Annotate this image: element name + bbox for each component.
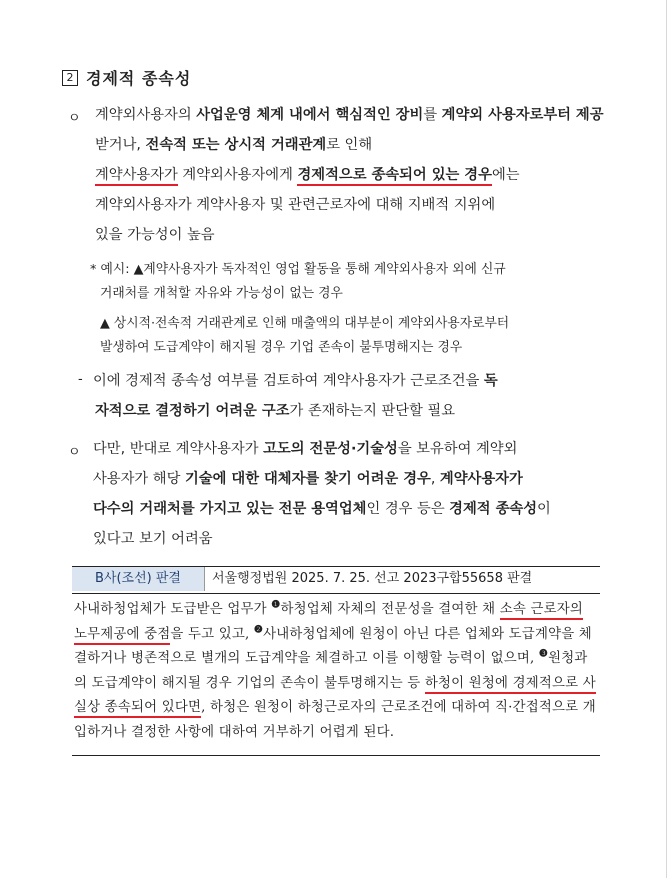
case-header: [72, 566, 600, 593]
dash-line-2: 자적으로 결정하기 어려운 구조가 존재하는지 판단할 필요: [95, 403, 456, 419]
case-court: 서울행정법원 2025. 7. 25. 선고 2023구합55658 판결: [212, 571, 533, 586]
circled-number-2: ❷: [253, 624, 264, 636]
example-line-3: ▲ 상시적·전속적 거래관계로 인해 매출액의 대부분이 계약외사용자로부터: [100, 316, 510, 331]
case-label: B사(조선) 판결: [72, 567, 205, 591]
case-box: [72, 566, 600, 756]
paragraph-2-line-2: 사용자가 해당 기술에 대한 대체자를 찾기 어려운 경우, 계약사용자가: [93, 471, 523, 487]
section-heading: [62, 66, 191, 89]
bullet-circle-2: ㅇ: [68, 445, 81, 460]
example-note: [90, 258, 610, 360]
bullet-dash: -: [78, 372, 83, 387]
paragraph-2: [93, 434, 610, 554]
circled-number-3: ❸: [538, 648, 549, 660]
bullet-circle: ㅇ: [68, 111, 81, 126]
paragraph-1-line-4: 계약외사용자가 계약사용자 및 관련근로자에 대해 지배적 지위에: [95, 197, 496, 213]
paragraph-1-line-3: 계약사용자가 계약외사용자에게 경제적으로 종속되어 있는 경우에는: [95, 160, 610, 190]
paragraph-2-line-1: 다만, 반대로 계약사용자가 고도의 전문성·기술성을 보유하여 계약외: [93, 441, 518, 457]
underline-contract-user: 계약사용자가: [95, 167, 178, 186]
paragraph-1-line-5: 있을 가능성이 높음: [95, 227, 215, 243]
example-line-4: 발생하여 도급계약이 해지될 경우 기업 존속이 불투명해지는 경우: [100, 340, 463, 355]
case-body: 사내하청업체가 도급받은 업무가 $^❶$하청업체 자체의 전문성을 결여한 채 소속 근로자의 노무제공에 중점을 두고 있고, $^❷$사내하청업체에 원청이 아닌 다른 업체와 도급계약을 체결하거나 병존적으로 별개의 도급계약을 체결하고 이를 이행할 능력이 없으며, $^❸$원청과의 도급계약이 해지될 경우 기업의 존속이 불투명해지는 등 하청이 원청에 경제적으로 사실상 종속되어 있다면, 하청은 원청이 하청근로자의 근로조건에 대하여 직·간접적으로 개입하거나 결정한 사항에 대하여 거부하기 어렵게 된다.: [72, 593, 600, 756]
paragraph-2-line-3: 다수의 거래처를 가지고 있는 전문 용역업체인 경우 등은 경제적 종속성이: [93, 501, 551, 517]
circled-number-1: ❶: [271, 599, 281, 611]
paragraph-2-line-4: 있다고 보기 어려움: [93, 531, 213, 547]
example-line-1: * 예시: ▲계약사용자가 독자적인 영업 활동을 통해 계약외사용자 외에 신규: [90, 262, 506, 277]
case-underline-2: 하청이 원청에 경제적으로 사실상 종속되어 있다면: [74, 676, 596, 719]
example-line-2: 거래처를 개척할 자유와 가능성이 없는 경우: [100, 286, 343, 301]
dash-line-1: 이에 경제적 종속성 여부를 검토하여 계약사용자가 근로조건을 독: [93, 373, 498, 389]
case-underline-1: 소속 근로자의 노무제공에 중점: [74, 602, 583, 645]
paragraph-1: [95, 100, 610, 250]
section-title: 경제적 종속성: [86, 69, 192, 88]
underline-economic-dependence: 경제적으로 종속되어 있는 경우: [297, 167, 491, 186]
paragraph-1-line-1: 계약외사용자의 사업운영 체계 내에서 핵심적인 장비를 계약외 사용자로부터 제공받거나, 전속적 또는 상시적 거래관계로 인해: [95, 107, 604, 153]
dash-paragraph: [93, 366, 610, 426]
section-number-box: 2: [62, 70, 78, 86]
